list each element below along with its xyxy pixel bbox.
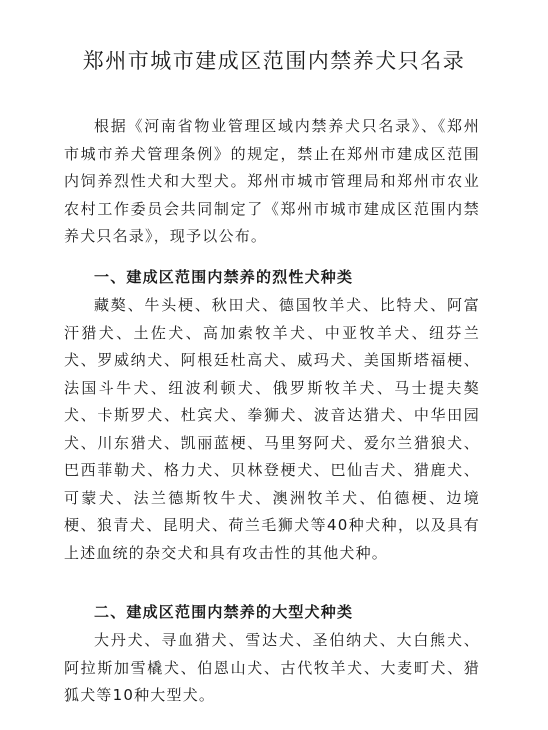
section-heading-fierce-dogs: 一、建成区范围内禁养的烈性犬种类 (94, 268, 354, 286)
intro-paragraph: 根据《河南省物业管理区域内禁养犬只名录》、《郑州市城市养犬管理条例》的规定，禁止在郑州市建成区范围内饲养烈性犬和大型犬。郑州市城市管理局和郑州市农业农村工作委员会共同制定了《郑州市城市建成区范围内禁养犬只名录》，现予以公布。 (64, 117, 480, 245)
document-title: 郑州市城市建成区范围内禁养犬只名录 (82, 49, 466, 73)
section-body-fierce-dogs: 藏獒、牛头梗、秋田犬、德国牧羊犬、比特犬、阿富汗猎犬、土佐犬、高加索牧羊犬、中亚牧羊犬、纽芬兰犬、罗威纳犬、阿根廷杜高犬、威玛犬、美国斯塔福梗、法国斗牛犬、纽波利顿犬、俄罗斯牧羊犬、马士提夫獒犬、卡斯罗犬、杜宾犬、拳狮犬、波音达猎犬、中华田园犬、川东猎犬、凯丽蓝梗、马里努阿犬、爱尔兰猎狼犬、巴西菲勒犬、格力犬、贝林登梗犬、巴仙吉犬、猎鹿犬、可蒙犬、法兰德斯牧牛犬、澳洲牧羊犬、伯德梗、边境梗、狼青犬、昆明犬、荷兰毛狮犬等40种犬种，以及具有上述血统的杂交犬和具有攻击性的其他犬种。 (64, 296, 480, 562)
section-body-large-dogs: 大丹犬、寻血猎犬、雪达犬、圣伯纳犬、大白熊犬、阿拉斯加雪橇犬、伯恩山犬、古代牧羊犬、大麦町犬、猎狐犬等10种大型犬。 (64, 631, 480, 704)
section-heading-large-dogs: 二、建成区范围内禁养的大型犬种类 (94, 603, 354, 621)
